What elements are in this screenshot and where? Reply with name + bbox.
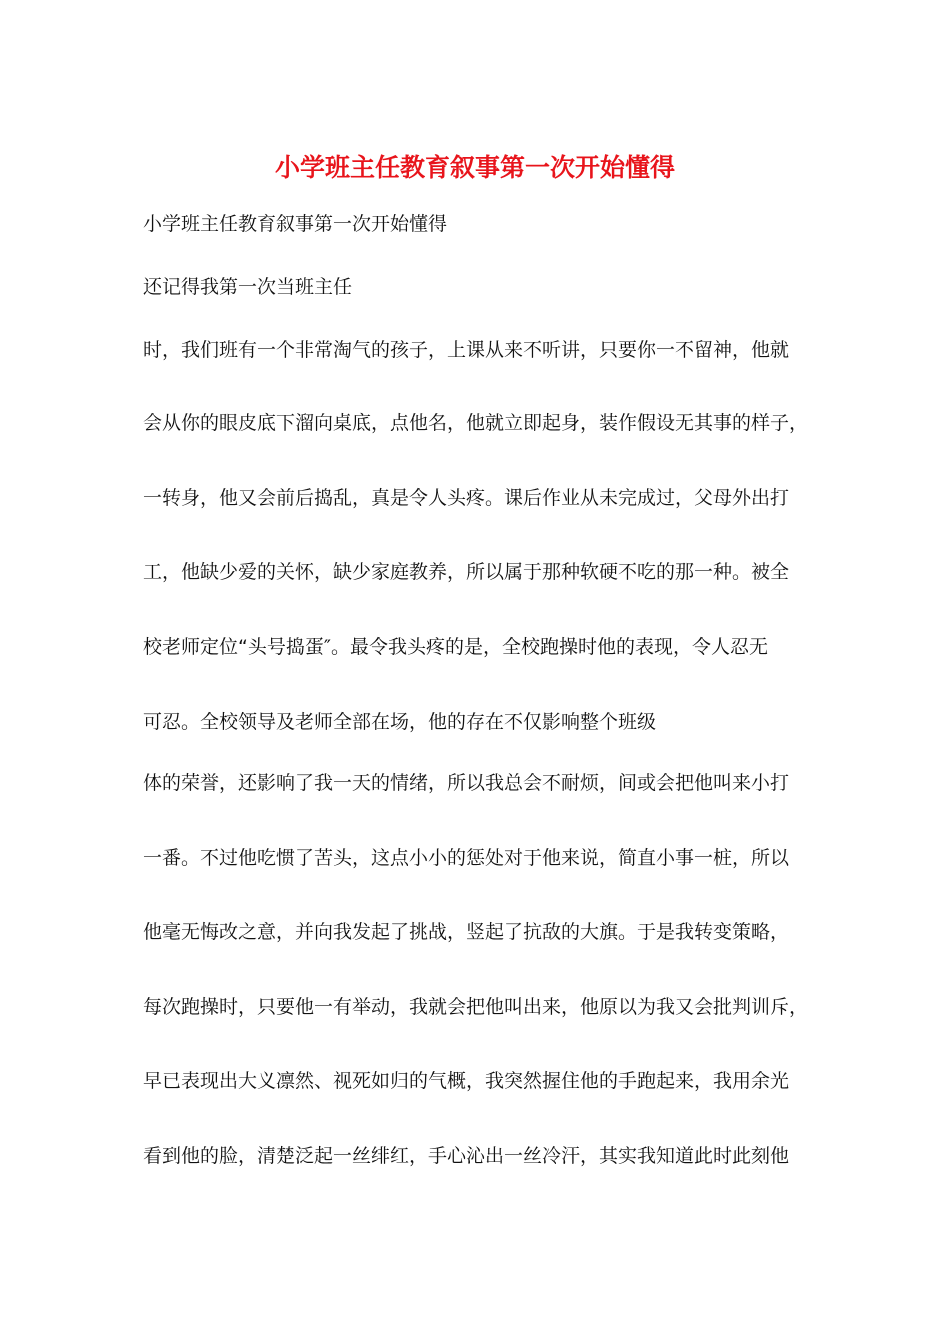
paragraph-line: 会从你的眼皮底下溜向桌底，点他名，他就立即起身，装作假设无其事的样子，: [143, 412, 809, 434]
paragraph-line: 时，我们班有一个非常淘气的孩子，上课从来不听讲，只要你一不留神，他就: [143, 339, 790, 361]
paragraph-line: 工，他缺少爱的关怀，缺少家庭教养，所以属于那种软硬不吃的那一种。被全: [143, 561, 790, 583]
paragraph-line: 他毫无悔改之意，并向我发起了挑战，竖起了抗敌的大旗。于是我转变策略，: [143, 921, 790, 943]
paragraph-line: 小学班主任教育叙事第一次开始懂得: [143, 213, 448, 235]
paragraph-line: 一转身，他又会前后捣乱，真是令人头疼。课后作业从未完成过，父母外出打: [143, 487, 790, 509]
paragraph-line: 校老师定位“头号捣蛋″。最令我头疼的是，全校跑操时他的表现，令人忍无: [143, 636, 768, 658]
paragraph-line: 体的荣誉，还影响了我一天的情绪，所以我总会不耐烦，间或会把他叫来小打: [143, 772, 790, 794]
paragraph-line: 早已表现出大义凛然、视死如归的气概，我突然握住他的手跑起来，我用余光: [143, 1070, 790, 1092]
paragraph-line: 看到他的脸，清楚泛起一丝绯红，手心沁出一丝冷汗，其实我知道此时此刻他: [143, 1145, 790, 1167]
paragraph-line: 一番。不过他吃惯了苦头，这点小小的惩处对于他来说，简直小事一桩，所以: [143, 847, 790, 869]
paragraph-line: 每次跑操时，只要他一有举动，我就会把他叫出来，他原以为我又会批判训斥，: [143, 996, 809, 1018]
paragraph-line: 可忍。全校领导及老师全部在场，他的存在不仅影响整个班级: [143, 711, 657, 733]
paragraph-line: 还记得我第一次当班主任: [143, 276, 353, 298]
document-title: 小学班主任教育叙事第一次开始懂得: [274, 153, 675, 182]
